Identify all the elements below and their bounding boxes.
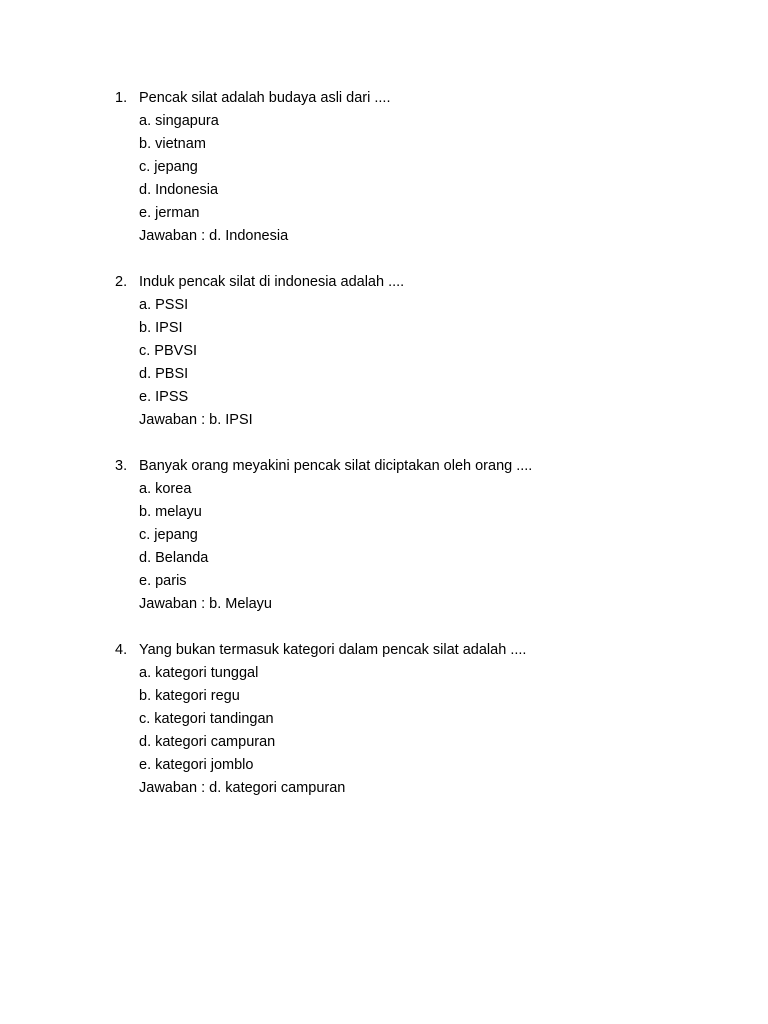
question-number: 2. [115, 274, 128, 290]
option-c: c. jepang [139, 527, 198, 543]
option-e: e. jerman [139, 205, 200, 221]
question-1 [115, 87, 735, 248]
option-a: a. singapura [139, 113, 219, 129]
option-d: d. Belanda [139, 550, 209, 566]
question-text: Banyak orang meyakini pencak silat diciptakan oleh orang .... [139, 458, 533, 474]
answer-line: Jawaban : d. Indonesia [139, 228, 289, 244]
question-text: Pencak silat adalah budaya asli dari .... [139, 90, 391, 106]
question-number: 3. [115, 458, 128, 474]
question-line [115, 271, 735, 294]
option-d: d. PBSI [139, 366, 189, 382]
answer-line: Jawaban : d. kategori campuran [139, 780, 346, 796]
question-3 [115, 455, 735, 616]
option-a: a. korea [139, 481, 192, 497]
option-b: b. kategori regu [139, 688, 240, 704]
option-b: b. vietnam [139, 136, 206, 152]
question-line [115, 87, 735, 110]
option-d: d. kategori campuran [139, 734, 276, 750]
question-number: 4. [115, 642, 128, 658]
option-c: c. kategori tandingan [139, 711, 274, 727]
option-e: e. paris [139, 573, 187, 589]
answer-line: Jawaban : b. Melayu [139, 596, 272, 612]
option-c: c. PBVSI [139, 343, 198, 359]
question-4 [115, 639, 735, 800]
question-line [115, 455, 735, 478]
option-b: b. melayu [139, 504, 202, 520]
question-number: 1. [115, 90, 128, 106]
question-list [115, 87, 735, 823]
option-b: b. IPSI [139, 320, 183, 336]
option-c: c. jepang [139, 159, 198, 175]
option-d: d. Indonesia [139, 182, 219, 198]
question-text: Yang bukan termasuk kategori dalam pencak silat adalah .... [139, 642, 527, 658]
question-2 [115, 271, 735, 432]
option-a: a. PSSI [139, 297, 189, 313]
option-e: e. IPSS [139, 389, 189, 405]
question-line [115, 639, 735, 662]
option-a: a. kategori tunggal [139, 665, 259, 681]
question-text: Induk pencak silat di indonesia adalah .... [139, 274, 405, 290]
option-e: e. kategori jomblo [139, 757, 254, 773]
answer-line: Jawaban : b. IPSI [139, 412, 253, 428]
